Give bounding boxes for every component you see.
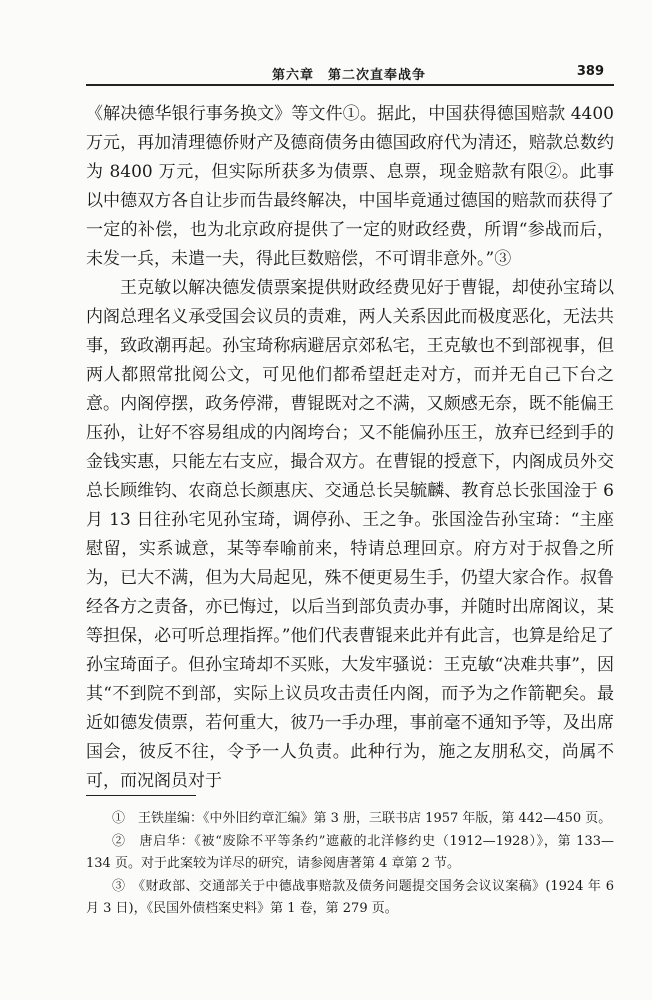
chapter-title: 第六章 第二次直奉战争: [272, 68, 427, 83]
footnotes: [86, 808, 614, 921]
running-header: [86, 58, 610, 82]
footnote-2: ② 唐启华：《被“废除不平等条约”遮蔽的北洋修约史（1912—1928）》，第 133—134 页。对于此案较为详尽的研究，请参阅唐著第 4 章第 2 节。: [86, 834, 614, 871]
paragraph-continued: 《解决德华银行事务换文》等文件①。据此，中国获得德国赔款 4400 万元，再加清理德侨财产及德商债务由德国政府代为清还，赔款总数约为 8400 万元，但实际所获多为债票、息票，现金赔款有限②。此事以中德双方各自让步而告最终解决，中国毕竟通过德国的赔款而获得了一定的补偿，也为北京政府提供了一定的财政经费，所谓“参战而后，未发一兵，未遣一夫，得此巨数赔偿，不可谓非意外。”③: [86, 104, 614, 269]
paragraph: 王克敏以解决德发债票案提供财政经费见好于曹锟，却使孙宝琦以内阁总理名义承受国会议员的责难，两人关系因此而极度恶化，无法共事，致政潮再起。孙宝琦称病避居京郊私宅，王克敏也不到部视事，但两人都照常批阅公文，可见他们都希望赶走对方，而并无自己下台之意。内阁停摆，政务停滞，曹锟既对之不满，又颇感无奈，既不能偏王压孙，让好不容易组成的内阁垮台；又不能偏孙压王，放弃已经到手的金钱实惠，只能左右支应，撮合双方。在曹锟的授意下，内阁成员外交总长顾维钧、农商总长颜惠庆、交通总长吴毓麟、教育总长张国淦于 6 月 13 日往孙宅见孙宝琦，调停孙、王之争。张国淦告孙宝琦：“主座慰留，实系诚意，某等奉喻前来，特请总理回京。府方对于叔鲁之所为，已大不满，但为大局起见，殊不便更易生手，仍望大家合作。叔鲁经各方之责备，亦已悔过，以后当到部负责办事，并随时出席阁议，某等担保，必可听总理指挥。”他们代表曹锟来此并有此言，也算是给足了孙宝琦面子。但孙宝琦却不买账，大发牢骚说：王克敏“决难共事”，因其“不到院不到部，实际上议员攻击责任内阁，而予为之作箭靶矣。最近如德发债票，若何重大，彼乃一手办理，事前毫不通知予等，及出席国会，彼反不往，令予一人负责。此种行为，施之友朋私交，尚属不可，而况阁员对于: [86, 278, 614, 791]
header-rule: [86, 84, 614, 86]
footnote-1: ① 王铁崖编：《中外旧约章汇编》第 3 册，三联书店 1957 年版，第 442—450 页。: [112, 811, 612, 826]
footnote-separator: [86, 795, 196, 796]
page-number: 389: [576, 64, 604, 79]
footnote-3: ③ 《财政部、交通部关于中德战事赔款及债务问题提交国务会议议案稿》(1924 年 6 月 3 日)，《民国外债档案史料》第 1 卷，第 279 页。: [86, 879, 614, 916]
main-text: [86, 100, 614, 796]
